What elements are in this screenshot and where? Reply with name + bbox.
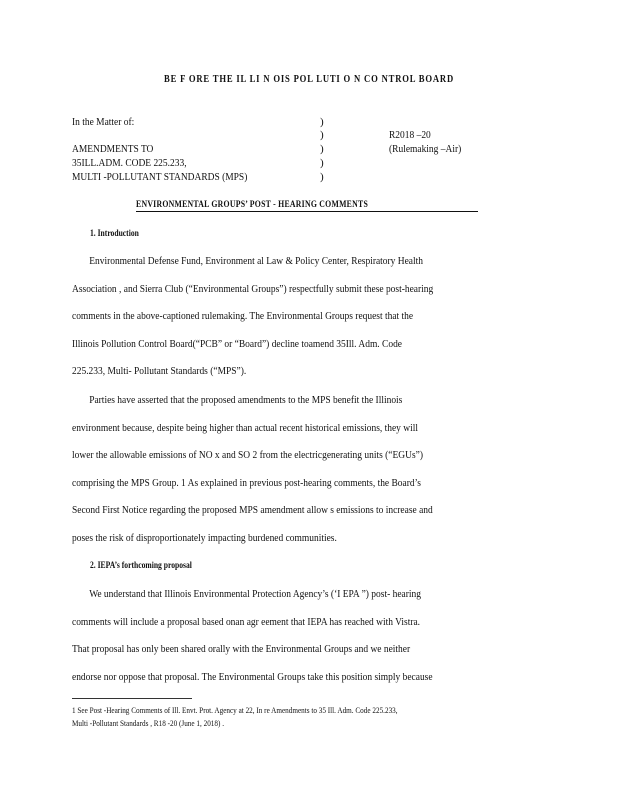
- text-line: Illinois Pollution Control Board(“PCB” or “Board”) decline toamend 35Ill. Adm. Code: [72, 337, 403, 350]
- caption-line-standards: MULTI -POLLUTANT STANDARDS (MPS): [72, 171, 248, 183]
- page-heading: BE F ORE THE IL LI N OIS POL LUTI O N CO NTROL BOARD: [164, 74, 454, 85]
- footnote-line: Multi -Pollutant Standards , R18 -20 (June 1, 2018) .: [72, 719, 225, 728]
- section-heading-iepa-proposal: 2. IEPA’s forthcoming proposal: [90, 561, 192, 571]
- paragraph-parties: [72, 393, 532, 558]
- text-line: lower the allowable emissions of NO x and SO 2 from the electricgenerating units (“EGUs”): [72, 449, 423, 461]
- caption-paren: ): [320, 143, 324, 155]
- paragraph-introduction: [72, 254, 532, 392]
- text-line: That proposal has only been shared orally with the Environmental Groups and we neither: [72, 643, 411, 655]
- footnote: [72, 704, 434, 730]
- text-line: environment because, despite being higher than actual recent historical emissions, they will: [72, 421, 418, 434]
- text-line: Second First Notice regarding the proposed MPS amendment allow s emissions to increase and: [72, 504, 433, 516]
- text-line: poses the risk of disproportionately impacting burdened communities.: [72, 531, 337, 544]
- caption-paren: ): [320, 157, 324, 169]
- section-heading-introduction: 1. Introduction: [90, 229, 139, 239]
- text-line: comments will include a proposal based onan agr eement that IEPA has reached with Vistra.: [72, 615, 421, 628]
- text-line: comprising the MPS Group. 1 As explained in previous post-hearing comments, the Board’s: [72, 476, 421, 489]
- footnote-divider: [72, 698, 192, 699]
- caption-paren: ): [320, 129, 324, 141]
- text-line: Parties have asserted that the proposed amendments to the MPS benefit the Illinois: [89, 394, 403, 406]
- text-line: We understand that Illinois Environmental Protection Agency’s (‘I EPA ”) post- hearing: [89, 588, 421, 600]
- text-line: endorse nor oppose that proposal. The Environmental Groups take this position simply because: [72, 670, 433, 683]
- caption-line-code: 35ILL.ADM. CODE 225.233,: [72, 157, 187, 169]
- docket-number: R2018 –20: [389, 129, 431, 141]
- text-line: comments in the above-captioned rulemaking. The Environmental Groups request that the: [72, 310, 414, 322]
- footnote-line: 1 See Post -Hearing Comments of Ill. Envt. Prot. Agency at 22, In re Amendments to 35 Ill. Adm. Code 225.233,: [72, 706, 398, 715]
- caption-paren: ): [320, 171, 324, 183]
- text-line: 225.233, Multi- Pollutant Standards (“MPS”).: [72, 365, 247, 377]
- text-line: Environmental Defense Fund, Environment al Law & Policy Center, Respiratory Health: [89, 255, 424, 267]
- caption-line-amendments: AMENDMENTS TO: [72, 143, 154, 155]
- caption-line-matter: In the Matter of:: [72, 116, 135, 128]
- text-line: Association , and Sierra Club (“Environmental Groups”) respectfully submit these post-hearing: [72, 282, 434, 295]
- docket-type: (Rulemaking –Air): [389, 143, 462, 155]
- caption-paren: ): [320, 116, 324, 128]
- document-title: ENVIRONMENTAL GROUPS’ POST - HEARING COMMENTS: [136, 200, 478, 212]
- paragraph-iepa: [72, 587, 532, 697]
